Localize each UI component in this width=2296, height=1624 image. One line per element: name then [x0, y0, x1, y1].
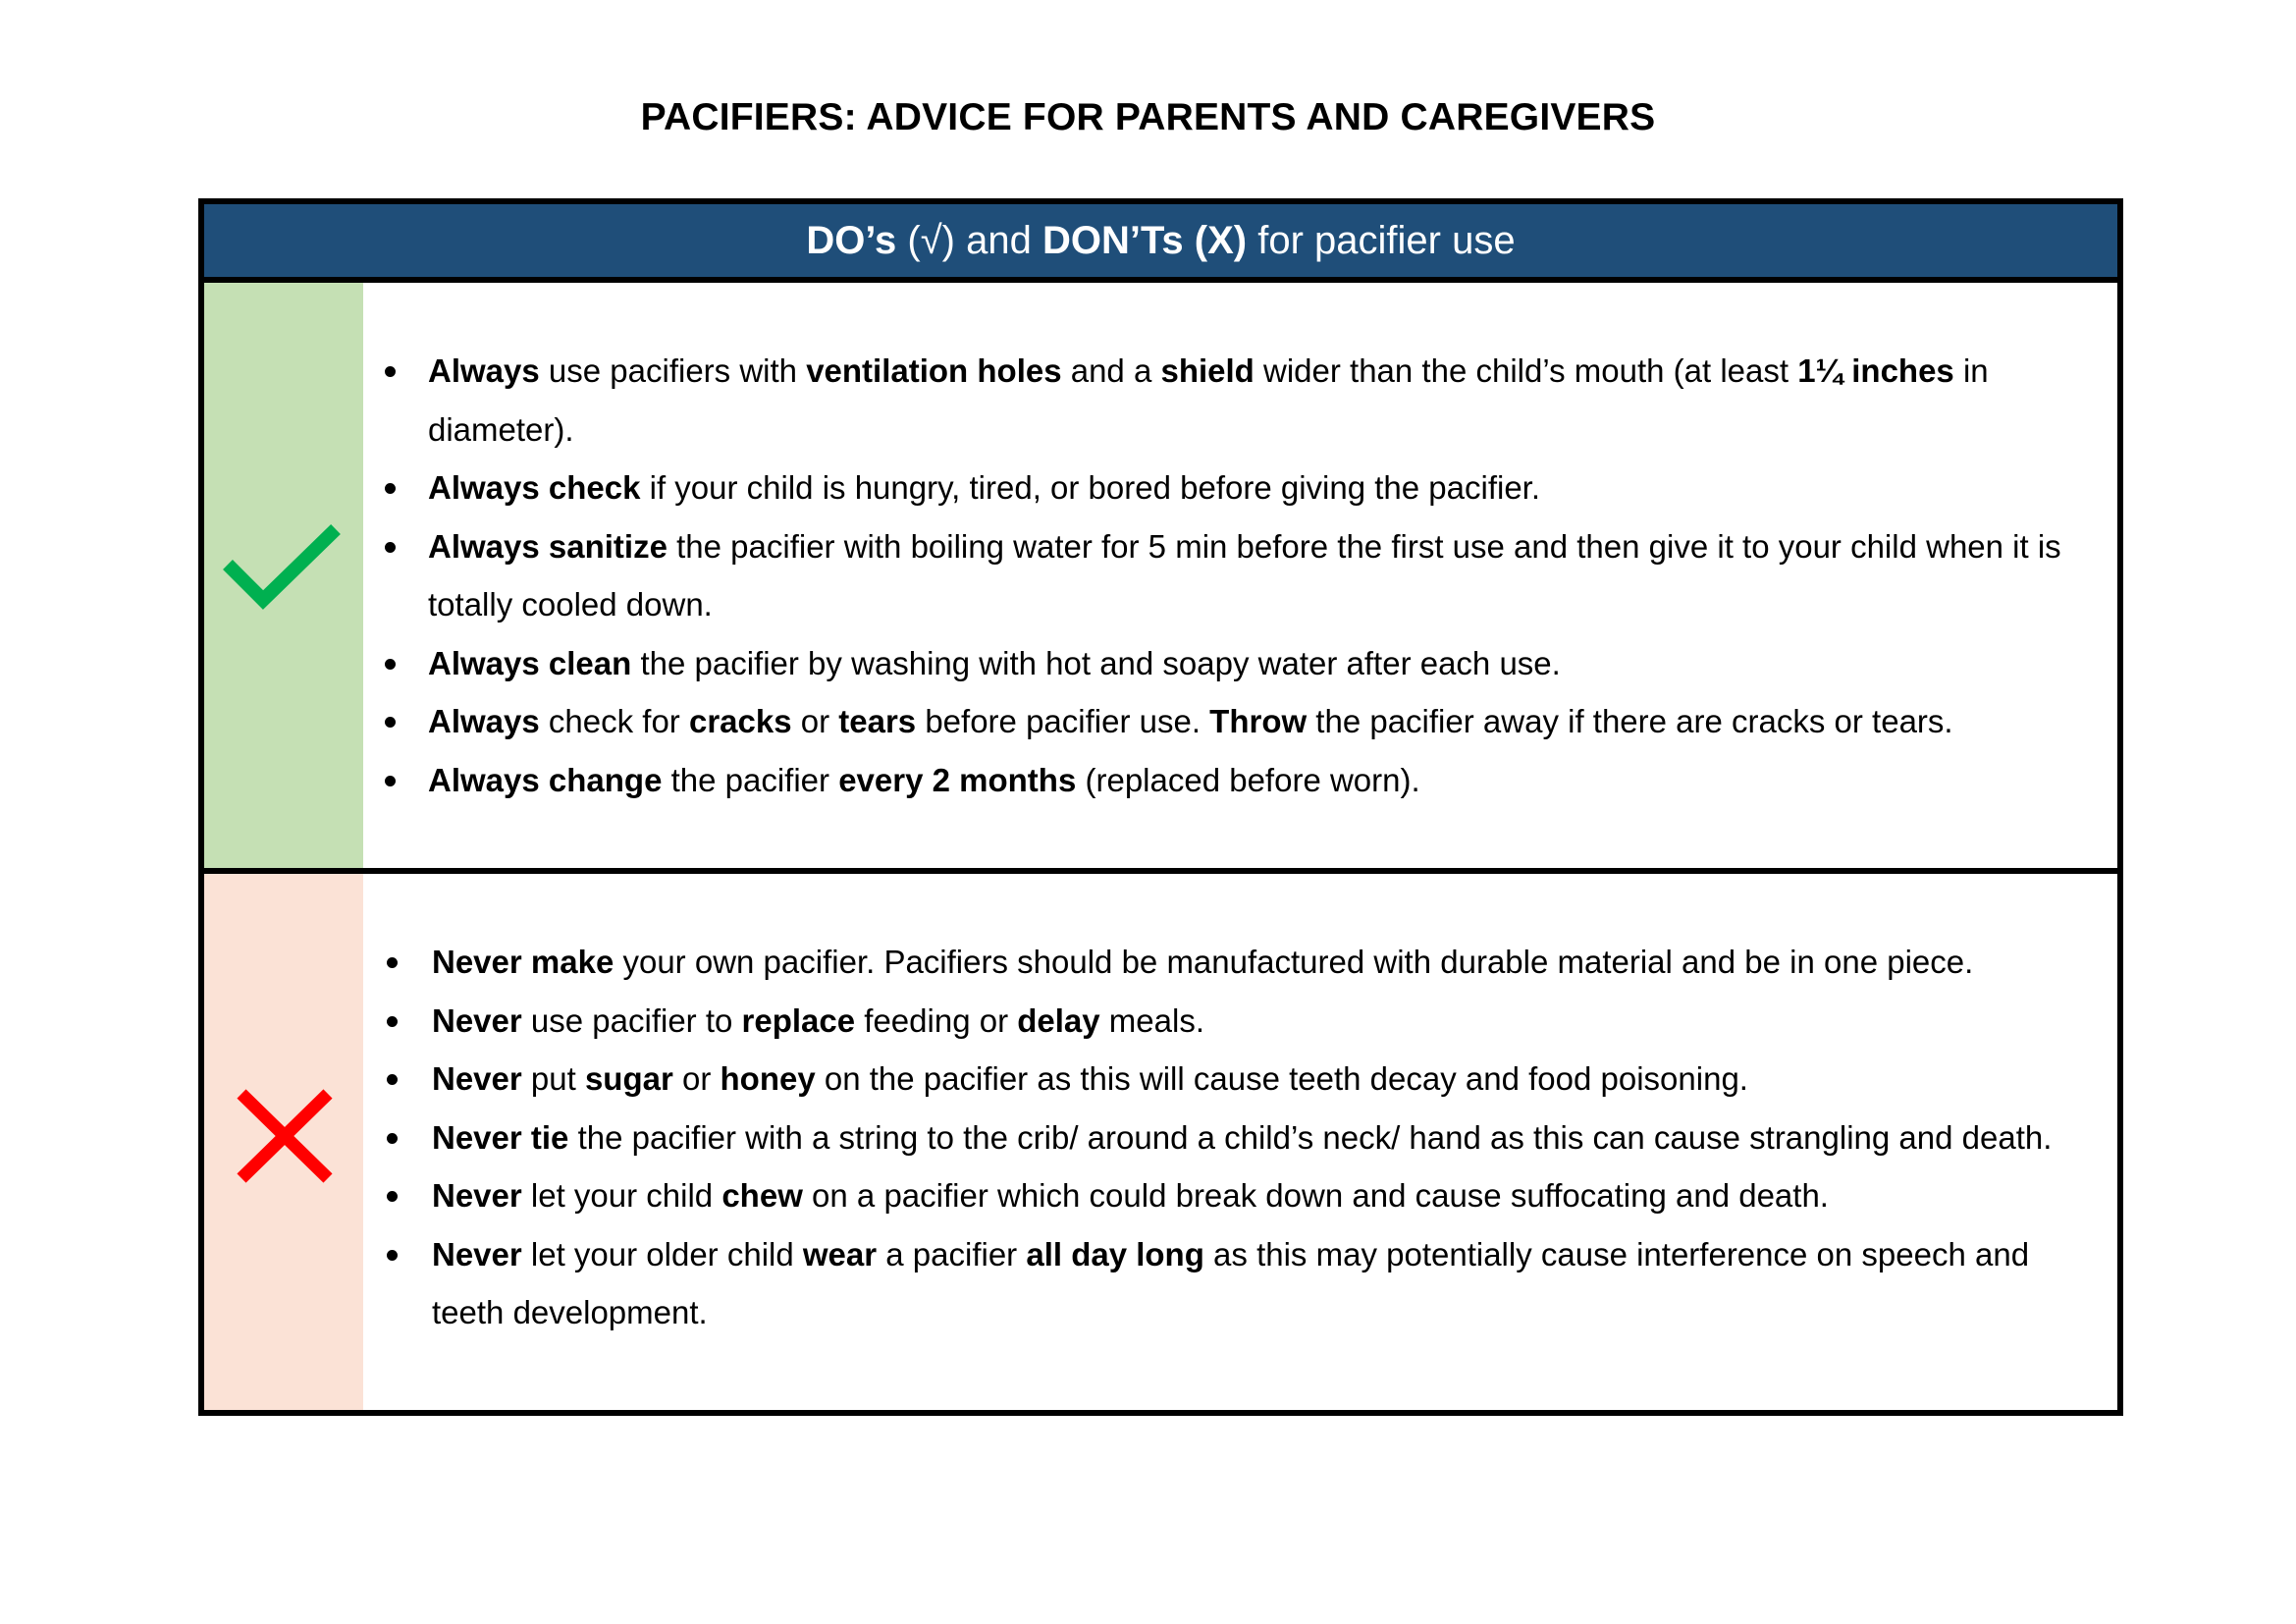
list-item: Always clean the pacifier by washing with hot and soapy water after each use.	[363, 634, 2117, 693]
page-title: PACIFIERS: ADVICE FOR PARENTS AND CAREGIVERS	[640, 96, 1656, 138]
donts-side-panel	[204, 874, 363, 1410]
list-item: Always use pacifiers with ventilation holes and a shield wider than the child’s mouth (at least 1¼ inches in diameter).	[363, 342, 2117, 459]
table-header	[204, 204, 2117, 283]
list-item: Never let your older child wear a pacifier all day long as this may potentially cause interference on speech and teeth development.	[363, 1225, 2117, 1342]
dos-donts-table	[198, 198, 2123, 1416]
dos-side-panel	[204, 283, 363, 868]
donts-row	[204, 874, 2117, 1410]
list-item: Always change the pacifier every 2 months (replaced before worn).	[363, 751, 2117, 810]
check-mark-icon	[222, 523, 342, 612]
header-suffix: for pacifier use	[1247, 218, 1516, 262]
header-and: and	[955, 218, 1042, 262]
header-dos: DO’s	[806, 218, 897, 262]
donts-list	[363, 933, 2117, 1342]
header-donts-symbol: (X)	[1183, 218, 1248, 262]
list-item: Never put sugar or honey on the pacifier as this will cause teeth decay and food poisoning.	[363, 1050, 2117, 1109]
list-item: Never let your child chew on a pacifier which could break down and cause suffocating and death.	[363, 1166, 2117, 1225]
dos-row	[204, 283, 2117, 874]
list-item: Always check for cracks or tears before pacifier use. Throw the pacifier away if there are cracks or tears.	[363, 692, 2117, 751]
cross-mark-icon	[236, 1088, 334, 1184]
list-item: Never tie the pacifier with a string to the crib/ around a child’s neck/ hand as this can cause strangling and death.	[363, 1109, 2117, 1167]
dos-list	[363, 342, 2117, 809]
list-item: Always sanitize the pacifier with boiling water for 5 min before the first use and then give it to your child when it is totally cooled down.	[363, 517, 2117, 634]
header-donts: DON’Ts	[1041, 218, 1184, 262]
header-dos-symbol: (√)	[896, 218, 955, 262]
list-item: Never use pacifier to replace feeding or delay meals.	[363, 992, 2117, 1051]
list-item: Never make your own pacifier. Pacifiers should be manufactured with durable material and be in one piece.	[363, 933, 2117, 992]
list-item: Always check if your child is hungry, tired, or bored before giving the pacifier.	[363, 459, 2117, 517]
